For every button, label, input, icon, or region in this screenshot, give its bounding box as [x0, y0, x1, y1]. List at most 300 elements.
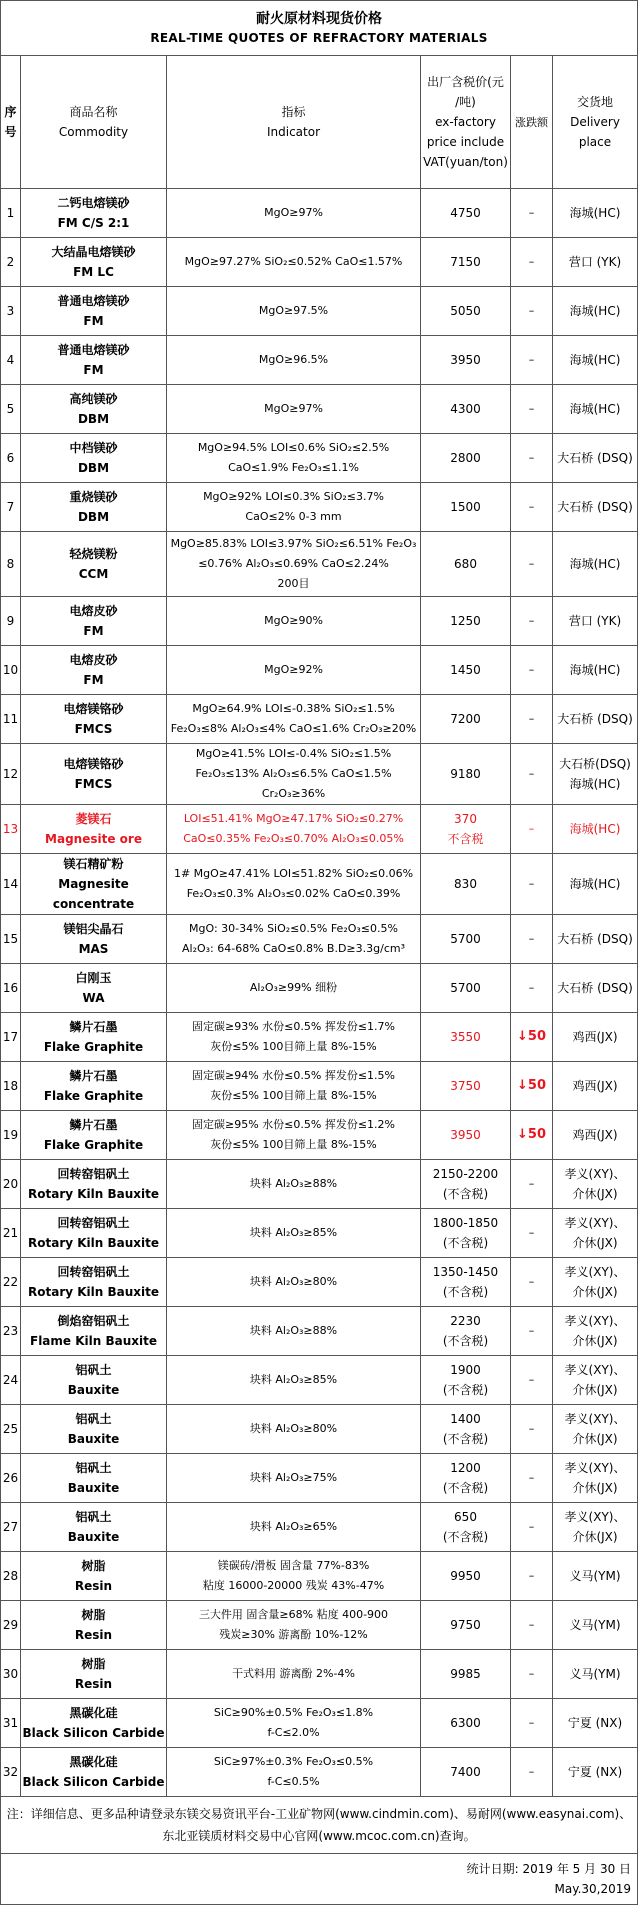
- change-value: –: [528, 1716, 535, 1729]
- indicator-line: MgO: 30-34% SiO₂≤0.5% Fe₂O₃≤0.5%: [189, 922, 398, 935]
- delivery-place: 海城(HC): [569, 304, 621, 318]
- commodity-name-cn: 重烧镁砂: [69, 490, 118, 504]
- indicator-line: 灰份≤5% 100目筛上量 8%-15%: [210, 1138, 377, 1151]
- row-number: [1, 532, 21, 597]
- price-cell: [421, 287, 511, 336]
- change-cell: [511, 805, 553, 854]
- commodity-name-cn: 白刚玉: [75, 971, 112, 985]
- row-number-text: 10: [2, 663, 19, 677]
- delivery-cell: [553, 805, 638, 854]
- commodity-cell: [21, 385, 167, 434]
- row-number: [1, 434, 21, 483]
- delivery-place: 鸡西(JX): [572, 1128, 618, 1142]
- indicator-line: LOI≤51.41% MgO≥47.17% SiO₂≤0.27%: [183, 812, 404, 825]
- commodity-name-en: DBM: [77, 412, 110, 426]
- commodity-name-en: Bauxite: [67, 1432, 120, 1446]
- price-line: 370: [454, 812, 477, 826]
- commodity-cell: [21, 1650, 167, 1699]
- row-number-text: 26: [2, 1471, 19, 1485]
- table-row: [1, 646, 638, 695]
- price-line: 3950: [450, 353, 481, 367]
- indicator-cell: [167, 964, 421, 1013]
- row-number-text: 3: [6, 304, 15, 318]
- commodity-name-en: Bauxite: [67, 1530, 120, 1544]
- delivery-place: 义马(YM): [569, 1667, 621, 1681]
- indicator-line: Fe₂O₃≤8% Al₂O₃≤4% CaO≤1.6% Cr₂O₃≥20%: [170, 722, 417, 735]
- change-cell: [511, 1307, 553, 1356]
- price-line: 7400: [450, 1765, 481, 1779]
- commodity-name-cn: 镁石精矿粉: [63, 857, 124, 871]
- delivery-cell: [553, 695, 638, 744]
- row-number: [1, 1209, 21, 1258]
- delivery-place: 介休(JX): [572, 1334, 618, 1348]
- price-cell: [421, 1405, 511, 1454]
- commodity-name-cn: 树脂: [81, 1608, 106, 1622]
- indicator-line: MgO≥64.9% LOI≤-0.38% SiO₂≤1.5%: [192, 702, 395, 715]
- price-cell: [421, 1503, 511, 1552]
- table-row: [1, 915, 638, 964]
- delivery-place: 孝义(XY)、: [564, 1216, 626, 1230]
- change-cell: [511, 238, 553, 287]
- change-down-value: ↓50: [517, 1029, 546, 1044]
- indicator-cell: [167, 385, 421, 434]
- price-cell: [421, 1601, 511, 1650]
- row-number: [1, 1258, 21, 1307]
- table-row: [1, 1160, 638, 1209]
- indicator-line: 干式料用 游离酚 2%-4%: [232, 1667, 355, 1680]
- delivery-place: 介休(JX): [572, 1236, 618, 1250]
- price-line: 4300: [450, 402, 481, 416]
- indicator-line: Fe₂O₃≤0.3% Al₂O₃≤0.02% CaO≤0.39%: [186, 887, 401, 900]
- row-number: [1, 385, 21, 434]
- table-row: [1, 964, 638, 1013]
- commodity-cell: [21, 805, 167, 854]
- commodity-name-en: Rotary Kiln Bauxite: [28, 1285, 159, 1299]
- header-loc-en1: Delivery: [570, 115, 620, 129]
- delivery-cell: [553, 1503, 638, 1552]
- delivery-cell: [553, 1601, 638, 1650]
- price-cell: [421, 1209, 511, 1258]
- indicator-cell: [167, 532, 421, 597]
- commodity-cell: [21, 646, 167, 695]
- row-number: [1, 1552, 21, 1601]
- change-value: –: [528, 1422, 535, 1435]
- delivery-place: 营口 (YK): [568, 614, 622, 628]
- delivery-place: 大石桥 (DSQ): [557, 712, 633, 726]
- indicator-cell: [167, 238, 421, 287]
- price-line: (不含税): [442, 1432, 489, 1446]
- change-value: –: [528, 1177, 535, 1190]
- price-line: (不含税): [442, 1285, 489, 1299]
- commodity-name-en: FM: [83, 673, 104, 687]
- row-number-text: 28: [2, 1569, 19, 1583]
- indicator-line: 块料 Al₂O₃≥88%: [249, 1324, 338, 1337]
- price-line: 7200: [450, 712, 481, 726]
- row-number: [1, 1699, 21, 1748]
- delivery-place: 介休(JX): [572, 1481, 618, 1495]
- price-line: 680: [454, 557, 477, 571]
- price-line: (不含税): [442, 1187, 489, 1201]
- indicator-cell: [167, 1699, 421, 1748]
- change-value: –: [528, 1618, 535, 1631]
- table-row: [1, 1013, 638, 1062]
- row-number: [1, 1013, 21, 1062]
- indicator-line: MgO≥92% LOI≤0.3% SiO₂≤3.7%: [203, 490, 384, 503]
- price-cell: [421, 1650, 511, 1699]
- row-number: [1, 1405, 21, 1454]
- header-ind-cn: 指标: [281, 105, 306, 119]
- header-commodity: [21, 56, 167, 189]
- price-line: 9950: [450, 1569, 481, 1583]
- price-cell: [421, 1699, 511, 1748]
- price-line: 1900: [450, 1363, 481, 1377]
- row-number-text: 7: [6, 500, 15, 514]
- price-cell: [421, 597, 511, 646]
- price-cell: [421, 1111, 511, 1160]
- commodity-cell: [21, 854, 167, 915]
- delivery-place: 海城(HC): [569, 777, 621, 791]
- table-row: [1, 1552, 638, 1601]
- change-cell: [511, 1503, 553, 1552]
- commodity-name-cn: 二钙电熔镁砂: [57, 196, 130, 210]
- row-number-text: 2: [6, 255, 15, 269]
- indicator-cell: [167, 1454, 421, 1503]
- row-number: [1, 1062, 21, 1111]
- delivery-place: 大石桥 (DSQ): [557, 981, 633, 995]
- table-row: [1, 1209, 638, 1258]
- commodity-name-cn: 菱镁石: [75, 812, 112, 826]
- commodity-name-en: Magnesite concentrate: [52, 877, 135, 911]
- delivery-place: 海城(HC): [569, 353, 621, 367]
- indicator-line: f-C≤2.0%: [267, 1726, 320, 1739]
- commodity-name-en: DBM: [77, 510, 110, 524]
- footer-date-en: May.30,2019: [554, 1882, 632, 1896]
- price-line: 5700: [450, 981, 481, 995]
- commodity-name-en: Magnesite ore: [45, 832, 142, 846]
- price-cell: [421, 646, 511, 695]
- table-row: [1, 805, 638, 854]
- row-number-text: 23: [2, 1324, 19, 1338]
- commodity-name-en: Black Silicon Carbide: [22, 1775, 165, 1789]
- commodity-name-cn: 铝矾土: [75, 1412, 112, 1426]
- price-line: 4750: [450, 206, 481, 220]
- commodity-name-en: Bauxite: [67, 1383, 120, 1397]
- delivery-cell: [553, 1748, 638, 1797]
- price-line: (不含税): [442, 1530, 489, 1544]
- commodity-cell: [21, 238, 167, 287]
- delivery-place: 海城(HC): [569, 402, 621, 416]
- price-line: 3950: [450, 1128, 481, 1142]
- commodity-name-en: Flake Graphite: [43, 1138, 144, 1152]
- table-row: [1, 238, 638, 287]
- commodity-cell: [21, 915, 167, 964]
- delivery-place: 介休(JX): [572, 1530, 618, 1544]
- change-value: –: [528, 822, 535, 835]
- change-value: –: [528, 932, 535, 945]
- delivery-place: 大石桥 (DSQ): [557, 932, 633, 946]
- row-number-text: 8: [6, 557, 15, 571]
- price-cell: [421, 336, 511, 385]
- indicator-line: MgO≥96.5%: [258, 353, 329, 366]
- row-number-text: 21: [2, 1226, 19, 1240]
- delivery-place: 义马(YM): [569, 1618, 621, 1632]
- header-price-l5: VAT(yuan/ton): [423, 155, 508, 169]
- row-number: [1, 646, 21, 695]
- table-row: [1, 1405, 638, 1454]
- indicator-line: SiC≥97%±0.3% Fe₂O₃≤0.5%: [213, 1755, 374, 1768]
- table-row: [1, 287, 638, 336]
- indicator-cell: [167, 1209, 421, 1258]
- price-line: 5700: [450, 932, 481, 946]
- commodity-name-en: Resin: [74, 1579, 113, 1593]
- change-value: –: [528, 304, 535, 317]
- table-row: [1, 1601, 638, 1650]
- indicator-line: SiC≥90%±0.5% Fe₂O₃≤1.8%: [213, 1706, 374, 1719]
- row-number-text: 18: [2, 1079, 19, 1093]
- header-price: [421, 56, 511, 189]
- commodity-name-en: FMCS: [74, 722, 113, 736]
- price-cell: [421, 483, 511, 532]
- row-number: [1, 744, 21, 805]
- change-cell: [511, 1699, 553, 1748]
- indicator-line: CaO≤0.35% Fe₂O₃≤0.70% Al₂O₃≤0.05%: [183, 832, 404, 845]
- commodity-name-cn: 倒焰窑铝矾土: [57, 1314, 130, 1328]
- row-number-text: 29: [2, 1618, 19, 1632]
- change-down-value: ↓50: [517, 1127, 546, 1142]
- row-number-text: 16: [2, 981, 19, 995]
- change-cell: [511, 1748, 553, 1797]
- commodity-cell: [21, 1013, 167, 1062]
- price-cell: [421, 854, 511, 915]
- row-number: [1, 597, 21, 646]
- change-value: –: [528, 1275, 535, 1288]
- indicator-cell: [167, 915, 421, 964]
- indicator-line: MgO≥92%: [264, 663, 323, 676]
- row-number-text: 9: [6, 614, 15, 628]
- commodity-cell: [21, 1209, 167, 1258]
- commodity-name-cn: 电熔皮砂: [69, 653, 118, 667]
- delivery-place: 鸡西(JX): [572, 1079, 618, 1093]
- indicator-line: 200目: [277, 577, 310, 590]
- row-number: [1, 336, 21, 385]
- delivery-cell: [553, 646, 638, 695]
- change-cell: [511, 434, 553, 483]
- indicator-line: 1# MgO≥47.41% LOI≤51.82% SiO₂≤0.06%: [173, 867, 414, 880]
- row-number: [1, 1748, 21, 1797]
- price-line: 3750: [450, 1079, 481, 1093]
- change-cell: [511, 1013, 553, 1062]
- delivery-place: 孝义(XY)、: [564, 1510, 626, 1524]
- price-cell: [421, 1356, 511, 1405]
- header-ind-en: Indicator: [266, 125, 321, 139]
- price-line: 6300: [450, 1716, 481, 1730]
- commodity-name-en: Flake Graphite: [43, 1089, 144, 1103]
- price-cell: [421, 805, 511, 854]
- indicator-line: 块料 Al₂O₃≥80%: [249, 1275, 338, 1288]
- indicator-line: MgO≥97%: [264, 402, 323, 415]
- row-number-text: 5: [6, 402, 15, 416]
- delivery-cell: [553, 336, 638, 385]
- price-line: 830: [454, 877, 477, 891]
- price-cell: [421, 238, 511, 287]
- price-line: (不含税): [442, 1383, 489, 1397]
- indicator-cell: [167, 1601, 421, 1650]
- change-value: –: [528, 1569, 535, 1582]
- change-value: –: [528, 1667, 535, 1680]
- change-cell: [511, 287, 553, 336]
- price-line: 2230: [450, 1314, 481, 1328]
- row-number-text: 27: [2, 1520, 19, 1534]
- indicator-cell: [167, 1160, 421, 1209]
- row-number: [1, 805, 21, 854]
- commodity-cell: [21, 483, 167, 532]
- commodity-name-en: Flake Graphite: [43, 1040, 144, 1054]
- indicator-line: MgO≥41.5% LOI≤-0.4% SiO₂≤1.5%: [195, 747, 392, 760]
- header-delivery: [553, 56, 638, 189]
- price-line: 1450: [450, 663, 481, 677]
- delivery-place: 鸡西(JX): [572, 1030, 618, 1044]
- commodity-cell: [21, 189, 167, 238]
- delivery-place: 孝义(XY)、: [564, 1461, 626, 1475]
- commodity-cell: [21, 1258, 167, 1307]
- delivery-place: 孝义(XY)、: [564, 1363, 626, 1377]
- commodity-name-en: MAS: [78, 942, 109, 956]
- price-line: 1400: [450, 1412, 481, 1426]
- indicator-line: 块料 Al₂O₃≥85%: [249, 1373, 338, 1386]
- commodity-cell: [21, 1503, 167, 1552]
- table-row: [1, 1699, 638, 1748]
- delivery-cell: [553, 189, 638, 238]
- delivery-cell: [553, 1356, 638, 1405]
- row-number-text: 12: [2, 767, 19, 781]
- change-cell: [511, 336, 553, 385]
- delivery-cell: [553, 532, 638, 597]
- commodity-name-en: Rotary Kiln Bauxite: [28, 1187, 159, 1201]
- table-row: [1, 385, 638, 434]
- row-number-text: 1: [6, 206, 15, 220]
- commodity-name-cn: 铝矾土: [75, 1510, 112, 1524]
- commodity-name-en: FMCS: [74, 777, 113, 791]
- note-text: 注：详细信息、更多品种请登录东镁交易资讯平台-工业矿物网(www.cindmin.com)、易耐网(www.easynai.com)、 东北亚镁质材料交易中心官网(www.mcoc.com.cn)查询。: [6, 1807, 632, 1843]
- header-indicator: [167, 56, 421, 189]
- commodity-cell: [21, 1062, 167, 1111]
- indicator-line: MgO≥97%: [264, 206, 323, 219]
- change-cell: [511, 1650, 553, 1699]
- delivery-cell: [553, 1062, 638, 1111]
- row-number-text: 32: [2, 1765, 19, 1779]
- row-number: [1, 854, 21, 915]
- indicator-line: MgO≥97.5%: [258, 304, 329, 317]
- table-row: [1, 1258, 638, 1307]
- commodity-name-cn: 铝矾土: [75, 1363, 112, 1377]
- commodity-name-cn: 大结晶电熔镁砂: [51, 245, 136, 259]
- delivery-cell: [553, 597, 638, 646]
- table-row: [1, 336, 638, 385]
- indicator-line: Fe₂O₃≤13% Al₂O₃≤6.5% CaO≤1.5%: [195, 767, 392, 780]
- delivery-place: 营口 (YK): [568, 255, 622, 269]
- change-down-value: ↓50: [517, 1078, 546, 1093]
- delivery-cell: [553, 1405, 638, 1454]
- row-number: [1, 1601, 21, 1650]
- delivery-place: 海城(HC): [569, 557, 621, 571]
- row-number: [1, 1503, 21, 1552]
- price-cell: [421, 1748, 511, 1797]
- indicator-cell: [167, 744, 421, 805]
- table-body: [1, 189, 638, 1797]
- commodity-cell: [21, 1405, 167, 1454]
- delivery-cell: [553, 483, 638, 532]
- commodity-name-en: FM C/S 2:1: [57, 216, 130, 230]
- commodity-name-cn: 电熔镁铬砂: [63, 757, 124, 771]
- change-value: –: [528, 1373, 535, 1386]
- commodity-cell: [21, 1699, 167, 1748]
- commodity-name-en: CCM: [78, 567, 109, 581]
- commodity-cell: [21, 1454, 167, 1503]
- indicator-cell: [167, 805, 421, 854]
- indicator-cell: [167, 1111, 421, 1160]
- delivery-cell: [553, 1209, 638, 1258]
- table-row: [1, 434, 638, 483]
- change-value: –: [528, 255, 535, 268]
- table-row: [1, 483, 638, 532]
- delivery-place: 海城(HC): [569, 206, 621, 220]
- commodity-name-en: Rotary Kiln Bauxite: [28, 1236, 159, 1250]
- change-value: –: [528, 1226, 535, 1239]
- header-index: [1, 56, 21, 189]
- header-loc-cn: 交货地: [577, 95, 614, 109]
- row-number: [1, 1650, 21, 1699]
- table-row: [1, 1454, 638, 1503]
- change-cell: [511, 964, 553, 1013]
- table-row: [1, 532, 638, 597]
- change-value: –: [528, 1765, 535, 1778]
- indicator-line: 固定碳≥94% 水份≤0.5% 挥发份≤1.5%: [192, 1069, 395, 1082]
- indicator-line: Al₂O₃: 64-68% CaO≤0.8% B.D≥3.3g/cm³: [182, 942, 405, 955]
- change-value: –: [528, 877, 535, 890]
- table-row: [1, 1111, 638, 1160]
- indicator-line: MgO≥90%: [264, 614, 323, 627]
- row-number: [1, 1454, 21, 1503]
- row-number: [1, 238, 21, 287]
- delivery-cell: [553, 744, 638, 805]
- delivery-place: 孝义(XY)、: [564, 1314, 626, 1328]
- row-number-text: 11: [2, 712, 19, 726]
- price-cell: [421, 1454, 511, 1503]
- commodity-cell: [21, 532, 167, 597]
- indicator-line: 块料 Al₂O₃≥88%: [249, 1177, 338, 1190]
- price-cell: [421, 189, 511, 238]
- delivery-cell: [553, 915, 638, 964]
- row-number-text: 19: [2, 1128, 19, 1142]
- commodity-cell: [21, 434, 167, 483]
- indicator-cell: [167, 597, 421, 646]
- price-cell: [421, 385, 511, 434]
- price-cell: [421, 695, 511, 744]
- price-line: 1500: [450, 500, 481, 514]
- delivery-place: 大石桥(DSQ): [559, 757, 631, 771]
- header-price-l3: ex-factory: [435, 115, 496, 129]
- change-cell: [511, 1601, 553, 1650]
- row-number-text: 31: [2, 1716, 19, 1730]
- indicator-line: 灰份≤5% 100目筛上量 8%-15%: [210, 1040, 377, 1053]
- price-cell: [421, 1013, 511, 1062]
- change-cell: [511, 1552, 553, 1601]
- delivery-place: 海城(HC): [569, 663, 621, 677]
- delivery-cell: [553, 1454, 638, 1503]
- commodity-cell: [21, 744, 167, 805]
- commodity-name-cn: 鳞片石墨: [69, 1118, 118, 1132]
- price-line: 7150: [450, 255, 481, 269]
